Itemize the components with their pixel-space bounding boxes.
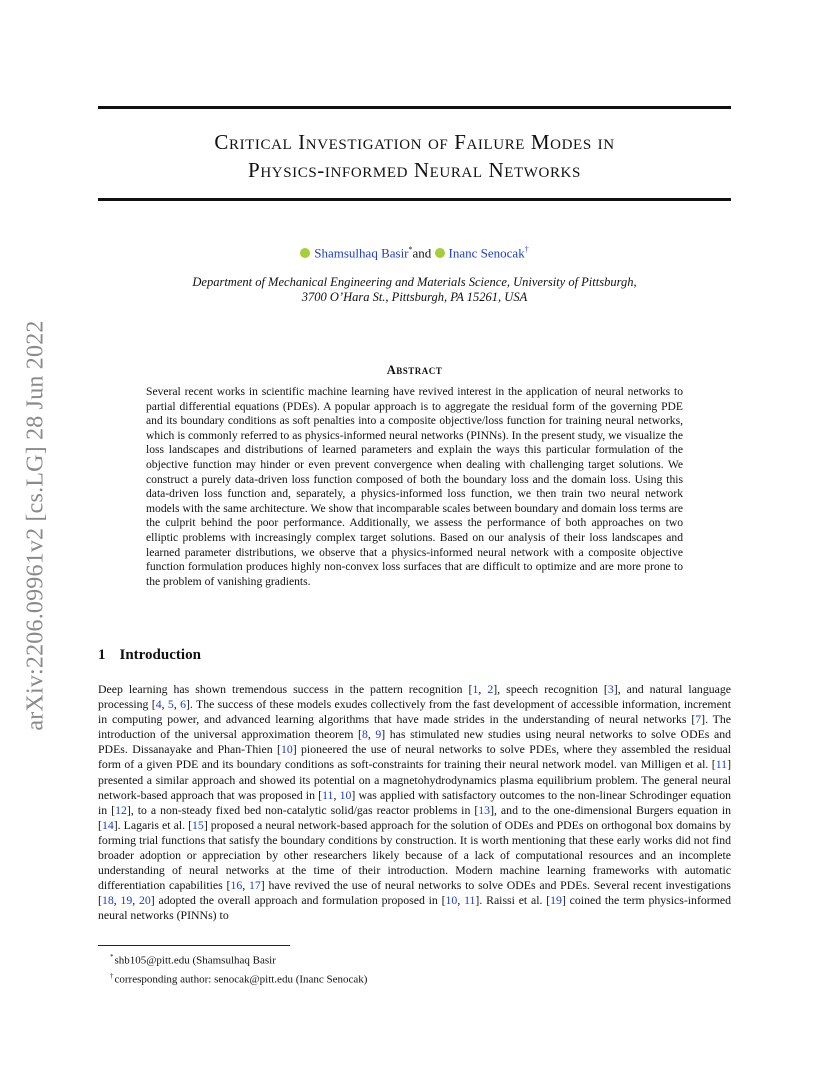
citation-link[interactable]: 14 xyxy=(101,817,114,832)
title-line-1: Critical Investigation of Failure Modes in xyxy=(214,130,615,154)
author-link-senocak[interactable]: Inanc Senocak xyxy=(448,245,525,261)
citation-link[interactable]: 11 xyxy=(322,787,334,802)
footnote-rule xyxy=(98,945,290,946)
title-top-rule xyxy=(98,106,731,109)
intro-text: ], speech recognition [ xyxy=(493,682,608,696)
orcid-icon[interactable] xyxy=(435,248,445,258)
citation-link[interactable]: 11 xyxy=(715,757,728,772)
footnotes xyxy=(110,950,730,987)
intro-text: ]. Raissi et al. [ xyxy=(475,893,551,908)
footnote-1 xyxy=(110,950,730,969)
intro-text: , xyxy=(457,893,465,908)
citation-link[interactable]: 19 xyxy=(120,893,133,908)
abstract-heading: Abstract xyxy=(386,363,443,377)
section-number: 1 xyxy=(98,647,106,663)
footnote-2-mark: † xyxy=(110,971,114,980)
intro-text: Deep learning has shown tremendous success in the pattern recognition [ xyxy=(98,682,473,696)
citation-link[interactable]: 17 xyxy=(248,878,261,893)
footnote-1-mark: * xyxy=(110,953,114,961)
title-line-2: Physics-informed Neural Networks xyxy=(248,158,581,182)
citation-link[interactable]: 9 xyxy=(375,727,382,742)
intro-text: , xyxy=(161,697,168,712)
footnote-2 xyxy=(110,969,730,988)
intro-text: ] coined the term physics-informed neural networks (PINNs) to xyxy=(98,893,732,923)
section-heading-introduction xyxy=(98,647,201,664)
intro-text: , xyxy=(333,787,340,802)
citation-link[interactable]: 10 xyxy=(445,893,458,908)
intro-text: , xyxy=(173,697,181,712)
intro-text: ] have revived the use of neural networks to solve ODEs and PDEs. Several recent investigations [ xyxy=(98,878,731,908)
footnote-1-text: shb105@pitt.edu (Shamsulhaq Basir xyxy=(114,954,276,967)
intro-text: ] has stimulated new studies using neural networks to solve ODEs and PDEs. Dissanayake and Phan-Thien [ xyxy=(98,727,731,757)
author-list xyxy=(98,245,731,261)
author2-footnote-mark: † xyxy=(524,245,529,254)
citation-link[interactable]: 20 xyxy=(139,893,151,908)
citation-link[interactable]: 5 xyxy=(167,697,174,712)
citation-link[interactable]: 10 xyxy=(280,742,293,757)
intro-text: ], to a non-steady fixed bed non-catalytic solid/gas reactor problems in [ xyxy=(126,802,479,817)
author-conjunction: and xyxy=(412,245,432,261)
affiliation-line-2: 3700 O’Hara St., Pittsburgh, PA 15261, USA xyxy=(301,290,528,304)
citation-link[interactable]: 2 xyxy=(487,682,494,696)
arxiv-identifier-text: arXiv:2206.09961v2 [cs.LG] 28 Jun 2022 xyxy=(22,319,49,731)
abstract-text: Several recent works in scientific machine learning have revived interest in the application of neural networks to partial differential equations (PDEs). A popular approach is to aggregate the residual form of the governing PDE and its boundary conditions as soft penalties into a composite objective/loss function for training neural networks, which is commonly referred to as physics-informed neural networks (PINNs). In the present study, we visualize the loss landscapes and distributions of learned parameters and explain the ways this particular formulation of the objective function may hinder or even prevent convergence when dealing with challenging target solutions. We construct a purely data-driven loss function composed of both the boundary loss and the domain loss. Using this data-driven loss function and, separately, a physics-informed loss function, we then train two neural network models with the same architecture. We show that incomparable scales between boundary and domain loss terms are the culprit behind the poor performance. Additionally, we assess the performance of both approaches on two elliptic problems with increasingly complex target solutions. Based on our analysis of their loss landscapes and learned parameter distributions, we observe that a physics-informed neural network with a composite objective function formulation produces highly non-convex loss surfaces that are difficult to optimize and are more prone to the problem of vanishing gradients. xyxy=(146,385,683,588)
arxiv-identifier-stamp xyxy=(22,290,50,760)
title-bottom-rule xyxy=(98,198,731,201)
citation-link[interactable]: 19 xyxy=(550,893,562,908)
author-link-basir[interactable]: Shamsulhaq Basir xyxy=(314,245,409,261)
intro-text: , xyxy=(242,878,249,893)
affiliation-line-1: Department of Mechanical Engineering and Materials Science, University of Pittsburgh, xyxy=(192,275,637,289)
citation-link[interactable]: 6 xyxy=(180,697,186,712)
citation-link[interactable]: 8 xyxy=(361,727,368,742)
intro-text: ] was applied with satisfactory outcomes to the non-linear Schrodinger equation in [ xyxy=(98,787,731,817)
citation-link[interactable]: 1 xyxy=(472,682,479,696)
intro-text: , xyxy=(367,727,376,742)
intro-text: ], and natural language processing [ xyxy=(98,682,731,712)
intro-text: ] proposed a neural network-based approach for the solution of ODEs and PDEs on orthogonal box domains by forming trial functions that satisfy the boundary conditions by construction. It is worth mentioning that these early works did not find broader adoption or appreciation by other researchers likely because of a lack of computational resources and an incomplete understanding of neural networks at the time of their introduction. Modern machine learning frameworks with automatic differentiation capabilities [ xyxy=(98,817,731,893)
affiliation xyxy=(98,275,731,305)
footnote-2-text: corresponding author: senocak@pitt.edu (Inanc Senocak) xyxy=(114,973,368,986)
section-title: Introduction xyxy=(119,647,201,663)
intro-text: ] pioneered the use of neural networks to solve PDEs, where they assembled the residual form of a given PDE and its boundary conditions as soft-constraints for training their neural network model. van Milligen et al. [ xyxy=(98,742,731,772)
intro-text: ]. The introduction of the universal approximation theorem [ xyxy=(98,712,731,742)
citation-link[interactable]: 4 xyxy=(155,697,162,712)
intro-text: ] adopted the overall approach and formulation proposed in [ xyxy=(150,893,446,908)
citation-link[interactable]: 16 xyxy=(230,878,243,893)
citation-link[interactable]: 10 xyxy=(339,787,352,802)
citation-link[interactable]: 15 xyxy=(192,817,204,832)
intro-text: ], and to the one-dimensional Burgers equation in [ xyxy=(98,802,731,832)
citation-link[interactable]: 13 xyxy=(478,802,491,817)
intro-text: , xyxy=(113,893,121,908)
author1-footnote-mark: * xyxy=(408,245,413,254)
intro-text: ] presented a similar approach and showed its potential on a magnetohydrodynamics plasma equilibrium problem. The general neural network-based approach that was proposed in [ xyxy=(98,757,731,802)
citation-link[interactable]: 18 xyxy=(101,893,114,908)
intro-text: ]. Lagaris et al. [ xyxy=(113,817,193,832)
introduction-paragraph xyxy=(98,682,731,924)
citation-link[interactable]: 3 xyxy=(607,682,614,696)
citation-link[interactable]: 12 xyxy=(115,802,127,817)
paper-title xyxy=(98,128,731,184)
intro-text: , xyxy=(478,682,488,696)
citation-link[interactable]: 7 xyxy=(695,712,702,727)
intro-text: , xyxy=(132,893,139,908)
intro-text: ]. The success of these models exudes collectively from the fast development of accessible information, increment in computing power, and advanced learning algorithms that have made strides in the understanding of neural networks [ xyxy=(98,697,731,727)
citation-link[interactable]: 11 xyxy=(464,893,476,908)
orcid-icon[interactable] xyxy=(300,248,310,258)
